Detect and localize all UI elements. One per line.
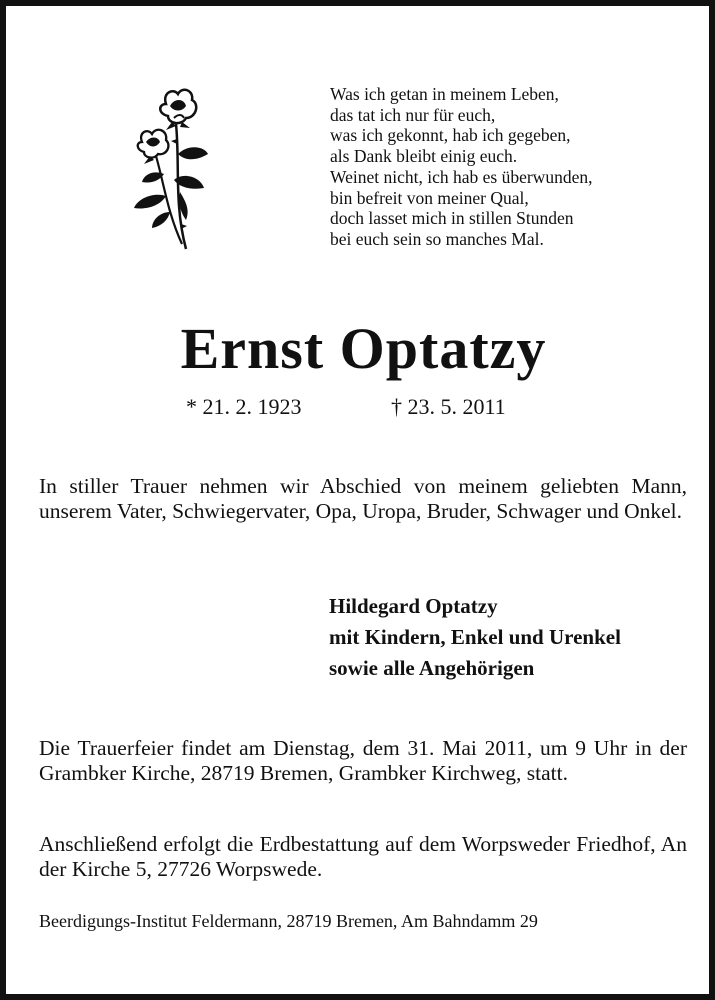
rose-icon bbox=[124, 84, 216, 252]
mourner-line: Hildegard Optatzy bbox=[329, 594, 498, 618]
burial-paragraph: Anschließend erfolgt die Erdbestattung auf dem Worpsweder Friedhof, An der Kirche 5, 27726 Worpswede. bbox=[39, 832, 687, 881]
poem-line: bin befreit von meiner Qual, bbox=[330, 187, 529, 208]
mourners-block bbox=[329, 591, 709, 684]
deceased-name: Ernst Optatzy bbox=[180, 316, 547, 381]
intro-paragraph: In stiller Trauer nehmen wir Abschied von meinem geliebten Mann, unserem Vater, Schwiegervater, Opa, Uropa, Bruder, Schwager und Onkel. bbox=[39, 474, 687, 523]
mourner-line: mit Kindern, Enkel und Urenkel bbox=[329, 625, 621, 649]
undertaker-line: Beerdigungs-Institut Feldermann, 28719 Bremen, Am Bahndamm 29 bbox=[39, 911, 538, 931]
poem bbox=[330, 84, 700, 250]
poem-line: was ich gekonnt, hab ich gegeben, bbox=[330, 125, 571, 146]
poem-line: bei euch sein so manches Mal. bbox=[330, 228, 544, 249]
poem-line: als Dank bleibt einig euch. bbox=[330, 146, 518, 167]
ceremony-paragraph: Die Trauerfeier findet am Dienstag, dem 31. Mai 2011, um 9 Uhr in der Grambker Kirche, 28719 Bremen, Grambker Kirchweg, statt. bbox=[39, 736, 687, 785]
death-date: † 23. 5. 2011 bbox=[391, 394, 506, 419]
poem-line: doch lasset mich in stillen Stunden bbox=[330, 208, 574, 229]
poem-line: Was ich getan in meinem Leben, bbox=[330, 84, 559, 104]
poem-line: das tat ich nur für euch, bbox=[330, 104, 496, 125]
poem-line: Weinet nicht, ich hab es überwunden, bbox=[330, 166, 593, 187]
birth-date: * 21. 2. 1923 bbox=[186, 394, 302, 419]
mourner-line: sowie alle Angehörigen bbox=[329, 656, 535, 680]
